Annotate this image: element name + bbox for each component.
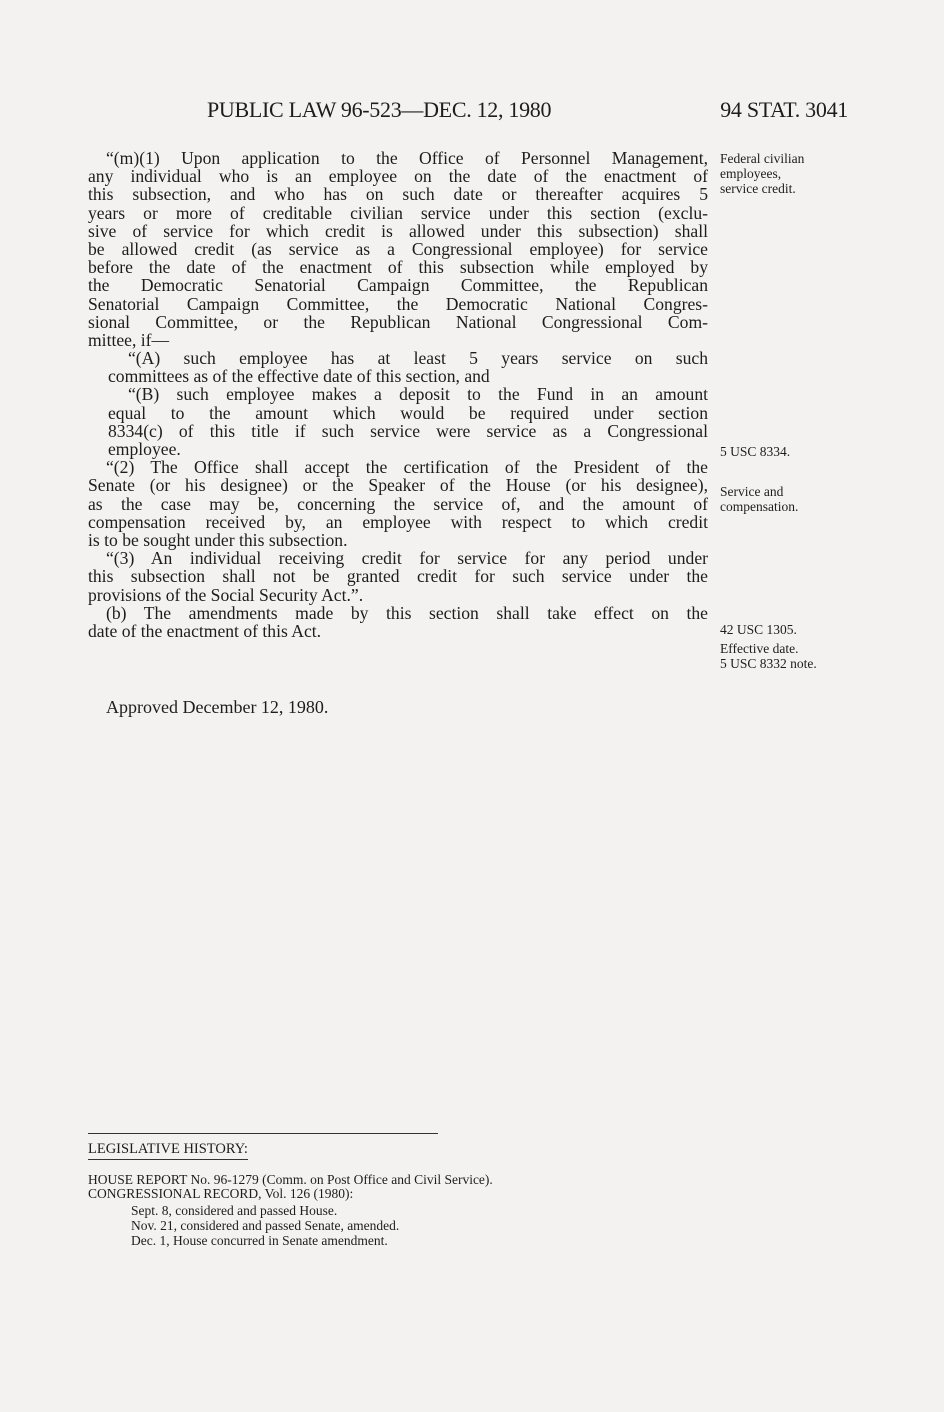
house-report: HOUSE REPORT No. 96-1279 (Comm. on Post Office and Civil Service). [88, 1172, 493, 1187]
statute-text-line: “(m)(1) Upon application to the Office of Personnel Management, [106, 148, 708, 168]
statute-text-line: sional Committee, or the Republican National Congressional Com- [88, 311, 708, 332]
footnote-divider [88, 1133, 438, 1134]
margin-note-line: Effective date. [720, 641, 799, 656]
statute-text-line: Senatorial Campaign Committee, the Democratic National Congres- [88, 293, 708, 314]
statute-text-line: “(A) such employee has at least 5 years service on such [128, 348, 708, 369]
margin-note-line: service credit. [720, 181, 796, 196]
statute-text-line: before the date of the enactment of this subsection while employed by [88, 257, 708, 278]
statute-text-line: date of the enactment of this Act. [88, 620, 322, 641]
statute-text-line: is to be sought under this subsection. [88, 529, 348, 550]
statute-text-line: as the case may be, concerning the service of, and the amount of [88, 493, 708, 514]
history-entry: Nov. 21, considered and passed Senate, amended. [131, 1218, 400, 1233]
margin-note-federal-civilian [720, 151, 804, 196]
page-header-title: PUBLIC LAW 96-523—DEC. 12, 1980 [207, 97, 552, 122]
margin-note-effective-date [720, 641, 817, 671]
statute-text-line: mittee, if— [88, 329, 170, 350]
statute-text-line: committees as of the effective date of this section, and [108, 366, 490, 387]
history-entry: Sept. 8, considered and passed House. [131, 1203, 338, 1218]
statute-text-line: “(3) An individual receiving credit for service for any period under [106, 548, 708, 569]
statute-body [88, 149, 708, 640]
statute-text-line: compensation received by, an employee with respect to which credit [88, 511, 708, 532]
statute-text-line: Senate (or his designee) or the Speaker of the House (or his designee), [88, 475, 708, 496]
approval-date: Approved December 12, 1980. [106, 697, 329, 717]
statute-text-line: equal to the amount which would be required under section [108, 402, 708, 423]
statute-text-line: sive of service for which credit is allowed under this subsection) shall [88, 220, 708, 241]
statute-text-line: any individual who is an employee on the date of the enactment of [88, 166, 708, 187]
statute-text-line: “(B) such employee makes a deposit to the Fund in an amount [128, 384, 708, 405]
margin-note-line: employees, [720, 166, 782, 181]
statute-text-line: 8334(c) of this title if such service were service as a Congressional [108, 420, 708, 441]
statute-text-line: be allowed credit (as service as a Congressional employee) for service [88, 238, 708, 259]
page-header-stat-number: 94 STAT. 3041 [720, 97, 848, 122]
statute-text-line: this subsection shall not be granted credit for such service under the [88, 566, 708, 587]
statute-text-line: “(2) The Office shall accept the certification of the President of the [106, 457, 708, 478]
statute-text-line: (b) The amendments made by this section shall take effect on the [106, 602, 708, 623]
margin-note-service-compensation [720, 484, 798, 514]
margin-note-5-usc-8334: 5 USC 8334. [720, 444, 791, 459]
margin-note-line: Service and [720, 484, 784, 499]
statute-text-line: the Democratic Senatorial Campaign Committee, the Republican [88, 275, 708, 296]
statute-text-line: years or more of creditable civilian service under this section (exclu- [88, 202, 708, 223]
margin-note-42-usc-1305: 42 USC 1305. [720, 622, 797, 637]
margin-note-line: 5 USC 8332 note. [720, 656, 817, 671]
statute-text-line: employee. [108, 439, 181, 459]
congressional-record: CONGRESSIONAL RECORD, Vol. 126 (1980): [88, 1186, 354, 1201]
margin-note-line: Federal civilian [720, 151, 805, 166]
history-entry: Dec. 1, House concurred in Senate amendment. [131, 1233, 388, 1248]
statute-text-line: this subsection, and who has on such date or thereafter acquires 5 [88, 184, 708, 205]
statute-text-line: provisions of the Social Security Act.”. [88, 584, 364, 605]
legislative-history-title: LEGISLATIVE HISTORY: [88, 1141, 248, 1160]
margin-note-line: compensation. [720, 499, 799, 514]
